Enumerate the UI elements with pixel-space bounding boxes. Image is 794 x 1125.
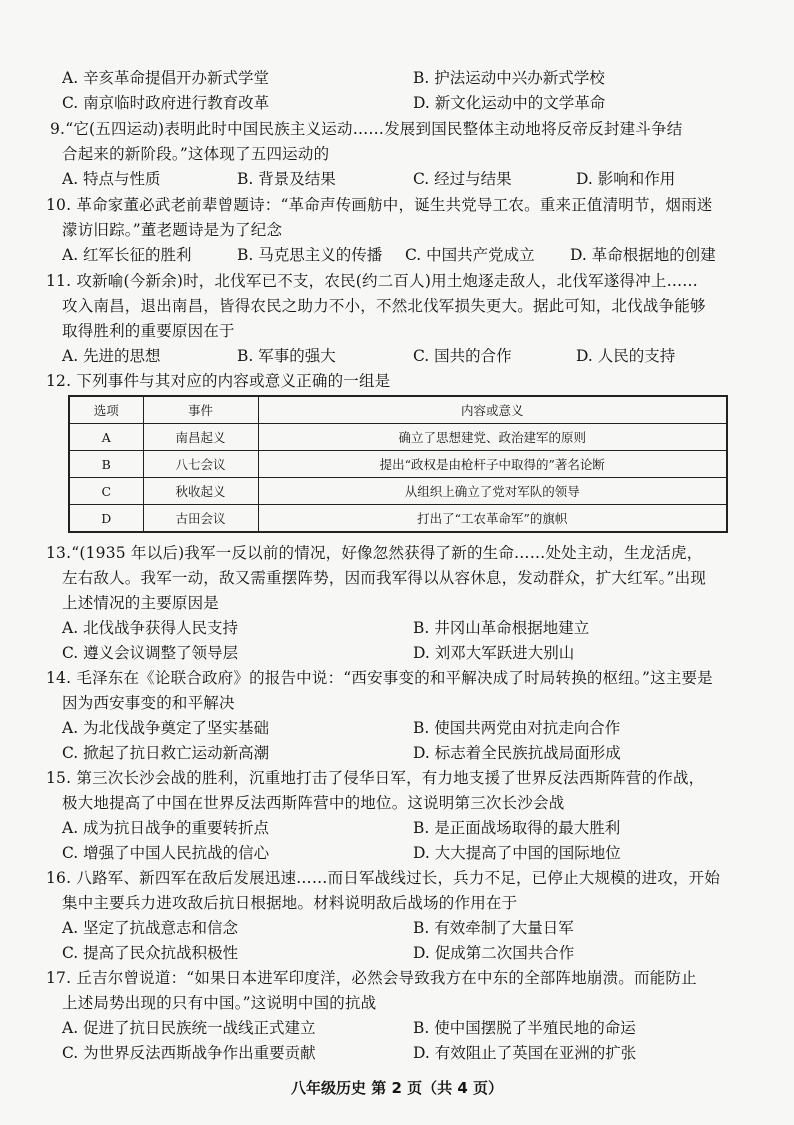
- q11-stem-line-3: 取得胜利的重要原因在于: [62, 322, 235, 340]
- q15-option-d: D. 大大提高了中国的国际地位: [413, 844, 621, 862]
- q8-option-d: D. 新文化运动中的文学革命: [413, 94, 606, 112]
- q17-option-b: B. 使中国摆脱了半殖民地的命运: [413, 1019, 636, 1037]
- q13-option-d: D. 刘邓大军跃进大别山: [413, 644, 575, 662]
- table-cell-option: D: [69, 505, 143, 533]
- q12-stem: 12. 下列事件与其对应的内容或意义正确的一组是: [46, 372, 391, 390]
- q10-stem-line-1: 10. 革命家董必武老前辈曾题诗：“革命声传画舫中，诞生共党导工农。重来正值清明节，烟雨迷: [46, 196, 713, 214]
- q9-option-b: B. 背景及结果: [237, 170, 336, 188]
- q11-option-b: B. 军事的强大: [237, 347, 336, 365]
- q14-option-b: B. 使国共两党由对抗走向合作: [413, 719, 621, 737]
- q15-option-b: B. 是正面战场取得的最大胜利: [413, 819, 621, 837]
- q8-option-b: B. 护法运动中兴办新式学校: [413, 69, 605, 87]
- table-cell-event: 八七会议: [143, 451, 258, 478]
- q10-option-a: A. 红军长征的胜利: [62, 246, 192, 264]
- q13-option-a: A. 北伐战争获得人民支持: [62, 619, 239, 637]
- q13-stem-line-1: 13.“(1935 年以后)我军一反以前的情况，好像忽然获得了新的生命……处处主动，生龙活虎，: [46, 544, 703, 562]
- page-footer: 八年级历史 第 2 页（共 4 页）: [291, 1079, 503, 1097]
- table-cell-meaning: 提出“政权是由枪杆子中取得的”著名论断: [258, 451, 727, 478]
- table-header-cell: 事件: [143, 396, 258, 424]
- q16-stem-line-2: 集中主要兵力进攻敌后抗日根据地。材料说明敌后战场的作用在于: [62, 894, 518, 912]
- q8-option-a: A. 辛亥革命提倡开办新式学堂: [62, 69, 270, 87]
- table-row: [69, 451, 727, 478]
- q11-option-a: A. 先进的思想: [62, 347, 161, 365]
- q10-option-d: D. 革命根据地的创建: [570, 246, 716, 264]
- q15-stem-line-1: 15. 第三次长沙会战的胜利，沉重地打击了侵华日军，有力地支援了世界反法西斯阵营的作战，: [46, 769, 705, 787]
- q11-option-c: C. 国共的合作: [413, 347, 512, 365]
- table-cell-option: C: [69, 478, 143, 505]
- q12-table: [68, 395, 728, 533]
- table-header-cell: 内容或意义: [258, 396, 727, 424]
- q9-stem-line-2: 合起来的新阶段。”这体现了五四运动的: [62, 145, 330, 163]
- q13-stem-line-3: 上述情况的主要原因是: [62, 594, 220, 612]
- table-row: [69, 424, 727, 451]
- table-cell-event: 南昌起义: [143, 424, 258, 451]
- q10-option-b: B. 马克思主义的传播: [237, 246, 383, 264]
- table-cell-option: A: [69, 424, 143, 451]
- q9-option-a: A. 特点与性质: [62, 170, 161, 188]
- q14-option-c: C. 掀起了抗日救亡运动新高潮: [62, 744, 270, 762]
- q16-option-a: A. 坚定了抗战意志和信念: [62, 919, 239, 937]
- q10-option-c: C. 中国共产党成立: [405, 246, 535, 264]
- q11-option-d: D. 人民的支持: [576, 347, 676, 365]
- q14-option-a: A. 为北伐战争奠定了坚实基础: [62, 719, 270, 737]
- q9-option-c: C. 经过与结果: [413, 170, 512, 188]
- q17-stem-line-2: 上述局势出现的只有中国。”这说明中国的抗战: [62, 994, 377, 1012]
- q14-stem-line-1: 14. 毛泽东在《论联合政府》的报告中说：“西安事变的和平解决成了时局转换的枢纽。”这主要是: [46, 669, 713, 687]
- q14-stem-line-2: 因为西安事变的和平解决: [62, 694, 235, 712]
- q11-stem-line-1: 11. 攻新喻(今新余)时，北伐军已不支，农民(约二百人)用土炮逐走敌人，北伐军遂得冲上……: [46, 272, 698, 290]
- table-cell-event: 秋收起义: [143, 478, 258, 505]
- table-header-cell: 选项: [69, 396, 143, 424]
- q15-stem-line-2: 极大地提高了中国在世界反法西斯阵营中的地位。这说明第三次长沙会战: [62, 794, 565, 812]
- table-cell-meaning: 从组织上确立了党对军队的领导: [258, 478, 727, 505]
- q15-option-a: A. 成为抗日战争的重要转折点: [62, 819, 270, 837]
- q16-option-d: D. 促成第二次国共合作: [413, 944, 575, 962]
- q16-option-b: B. 有效牵制了大量日军: [413, 919, 574, 937]
- q17-stem-line-1: 17. 丘吉尔曾说道：“如果日本进军印度洋，必然会导致我方在中东的全部阵地崩溃。而能防止: [46, 969, 697, 987]
- q16-stem-line-1: 16. 八路军、新四军在敌后发展迅速……而日军战线过长，兵力不足，已停止大规模的进攻，开始: [46, 869, 721, 887]
- q14-option-d: D. 标志着全民族抗战局面形成: [413, 744, 621, 762]
- q13-option-c: C. 遵义会议调整了领导层: [62, 644, 239, 662]
- q17-option-c: C. 为世界反法西斯战争作出重要贡献: [62, 1044, 316, 1062]
- q16-option-c: C. 提高了民众抗战积极性: [62, 944, 239, 962]
- table-cell-meaning: 打出了“工农革命军”的旗帜: [258, 505, 727, 533]
- table-row: [69, 478, 727, 505]
- q9-stem-line-1: 9.“它(五四运动)表明此时中国民族主义运动……发展到国民整体主动地将反帝反封建斗争结: [50, 120, 683, 138]
- table-cell-meaning: 确立了思想建党、政治建军的原则: [258, 424, 727, 451]
- q13-stem-line-2: 左右敌人。我军一动，敌又需重摆阵势，因而我军得以从容休息，发动群众，扩大红军。”出现: [62, 569, 707, 587]
- q15-option-c: C. 增强了中国人民抗战的信心: [62, 844, 270, 862]
- q17-option-a: A. 促进了抗日民族统一战线正式建立: [62, 1019, 316, 1037]
- table-cell-event: 古田会议: [143, 505, 258, 533]
- table-row: [69, 505, 727, 533]
- q13-option-b: B. 井冈山革命根据地建立: [413, 619, 590, 637]
- q17-option-d: D. 有效阻止了英国在亚洲的扩张: [413, 1044, 637, 1062]
- table-header-row: [69, 396, 727, 424]
- q10-stem-line-2: 濛访旧踪。”董老题诗是为了纪念: [62, 221, 283, 239]
- q9-option-d: D. 影响和作用: [576, 170, 676, 188]
- q8-option-c: C. 南京临时政府进行教育改革: [62, 94, 270, 112]
- table-cell-option: B: [69, 451, 143, 478]
- q11-stem-line-2: 攻入南昌，退出南昌，皆得农民之助力不小，不然北伐军损失更大。据此可知，北伐战争能够: [62, 297, 706, 315]
